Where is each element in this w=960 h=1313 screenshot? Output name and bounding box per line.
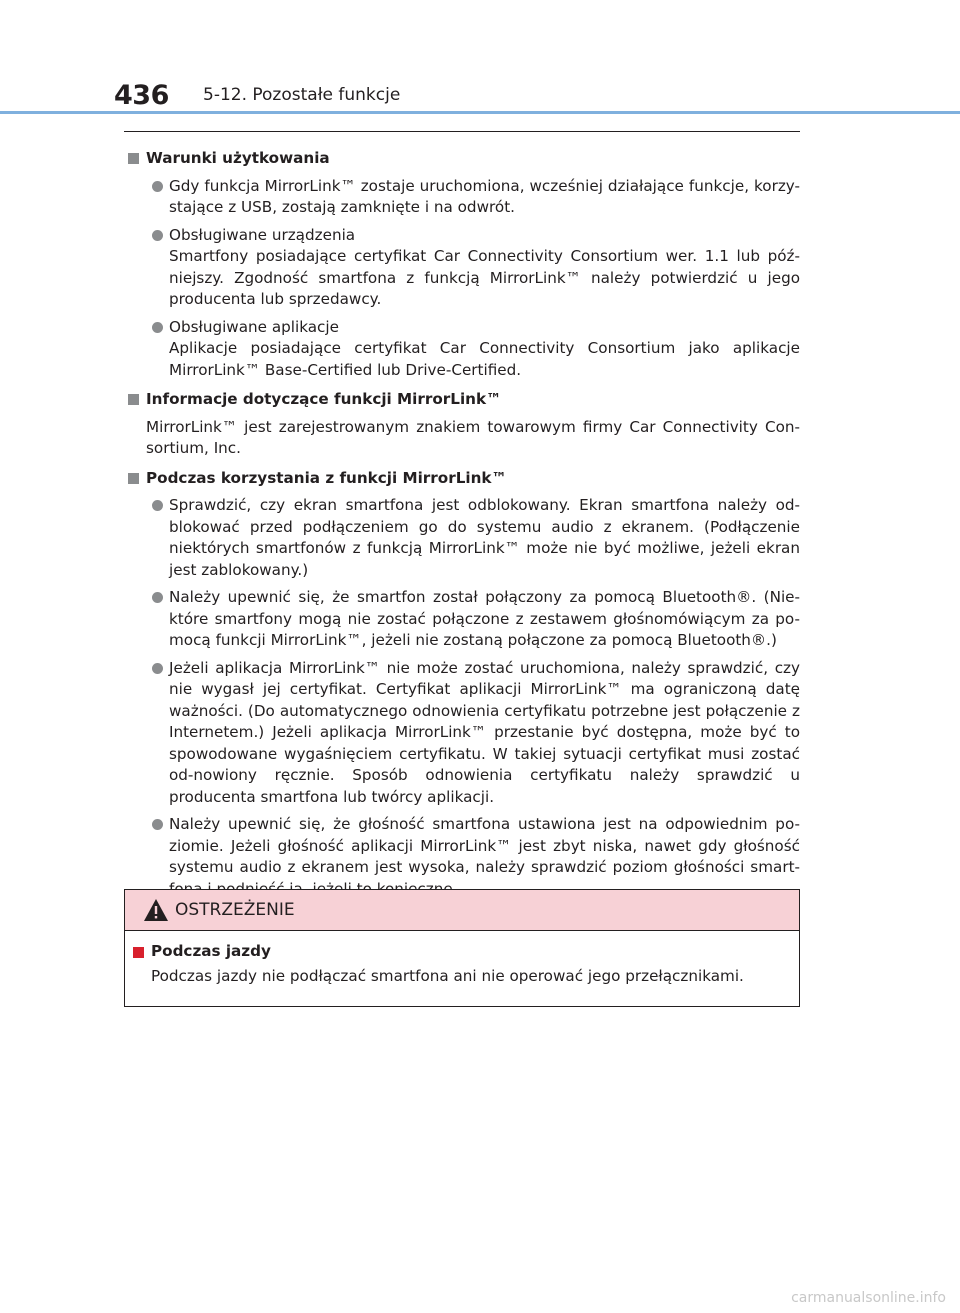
bullet-text: Należy upewnić się, że smartfon został połączony za pomocą Bluetooth®. (Nie-które smartfony mogą nie zostać połączone z zestawem głośnomówiącym za po-mocą funkcji MirrorLink™, jeżeli nie zostaną połączone za pomocą Bluetooth®.): [169, 588, 800, 649]
header-rule: [0, 111, 960, 114]
bullet-item: [124, 225, 800, 311]
bullet-item: [124, 658, 800, 809]
heading-square-icon: [128, 153, 139, 164]
bullet-dot-icon: [152, 230, 163, 241]
warning-header: [125, 890, 799, 931]
bullet-text: Smartfony posiadające certyfikat Car Connectivity Consortium wer. 1.1 lub póź-niejszy. Zgodność smartfona z funkcją MirrorLink™ należy potwierdzić u jego producenta lub sprzedawcy.: [169, 247, 800, 308]
heading-square-icon: [128, 473, 139, 484]
bullet-text: Należy upewnić się, że głośność smartfona ustawiona jest na odpowiednim po-ziomie. Jeżeli głośność aplikacji MirrorLink™ jest zbyt niska, nawet gdy głośność systemu audio z ekranem jest wysoka, należy sprawdzić poziom głośności smart-: [169, 815, 800, 876]
main-content: [124, 140, 800, 900]
warning-triangle-icon: [143, 898, 169, 922]
bullet-item: [124, 495, 800, 581]
bullet-item: [124, 176, 800, 219]
heading-square-icon: [128, 394, 139, 405]
bullet-text: Jeżeli aplikacja MirrorLink™ nie może zostać uruchomiona, należy sprawdzić, czy nie wygasł jej certyfikat. Certyfikat aplikacji MirrorLink™ ma ograniczoną datę ważności. (Do automatycznego odnowienia certyfikatu potrzebne jest połączenie z Internetem.) Jeżeli aplikacja MirrorLink™ przestanie być dostępna, może być to spowodowane wygaśnięciem certyfikatu. W takiej sytuacji certyfikat musi zostać od-nowiony ręcznie. Sposób odnowienia certyfikatu należy sprawdzić u producenta smartfona lub twórcy aplikacji.: [169, 658, 800, 806]
bullet-title: Obsługiwane urządzenia: [169, 225, 356, 244]
content-rule: [124, 131, 800, 132]
bullet-dot-icon: [152, 181, 163, 192]
heading-informacje: [124, 389, 800, 411]
bullet-dot-icon: [152, 592, 163, 603]
heading-text: Podczas korzystania z funkcji MirrorLink™: [146, 468, 507, 487]
page-header: [0, 0, 960, 112]
bullet-text: Gdy funkcja MirrorLink™ zostaje uruchomiona, wcześniej działające funkcje, korzy-stające z USB, zostają zamknięte i na odwrót.: [169, 176, 800, 216]
warning-text: Podczas jazdy nie podłączać smartfona ani nie operować jego przełącznikami.: [151, 967, 744, 985]
watermark: carmanualsonline.info: [791, 1290, 946, 1306]
section-title: 5-12. Pozostałe funkcje: [203, 85, 401, 105]
bullet-item: [124, 814, 800, 900]
bullet-dot-icon: [152, 663, 163, 674]
bullet-item: [124, 317, 800, 382]
bullet-item: [124, 587, 800, 652]
bullet-dot-icon: [152, 322, 163, 333]
heading-text: Warunki użytkowania: [146, 149, 330, 167]
heading-warunki: [124, 148, 800, 170]
heading-podczas: [124, 468, 800, 490]
warning-square-icon: [133, 947, 144, 958]
warning-title: OSTRZEŻENIE: [175, 900, 295, 920]
warning-box: [124, 889, 800, 1007]
heading-text: Informacje dotyczące funkcji MirrorLink™: [146, 390, 502, 408]
bullet-text: Aplikacje posiadające certyfikat Car Connectivity Consortium jako aplikacje MirrorLink™ Base-Certified lub Drive-Certified.: [169, 339, 800, 379]
bullet-dot-icon: [152, 819, 163, 830]
paragraph: MirrorLink™ jest zarejestrowanym znakiem towarowym firmy Car Connectivity Con-sortium, Inc.: [146, 417, 800, 457]
bullet-title: Obsługiwane aplikacje: [169, 317, 339, 336]
warning-subheading: [151, 942, 271, 960]
page-number: 436: [114, 80, 169, 111]
bullet-dot-icon: [152, 500, 163, 511]
warning-subheading-text: Podczas jazdy: [151, 942, 271, 960]
bullet-text: Sprawdzić, czy ekran smartfona jest odblokowany. Ekran smartfona należy od-blokować przed podłączeniem go do systemu audio z ekranem. (Podłączenie niektórych smartfonów z funkcją MirrorLink™ może nie być możliwe, jeżeli ekran jest zablokowany.): [169, 496, 800, 579]
